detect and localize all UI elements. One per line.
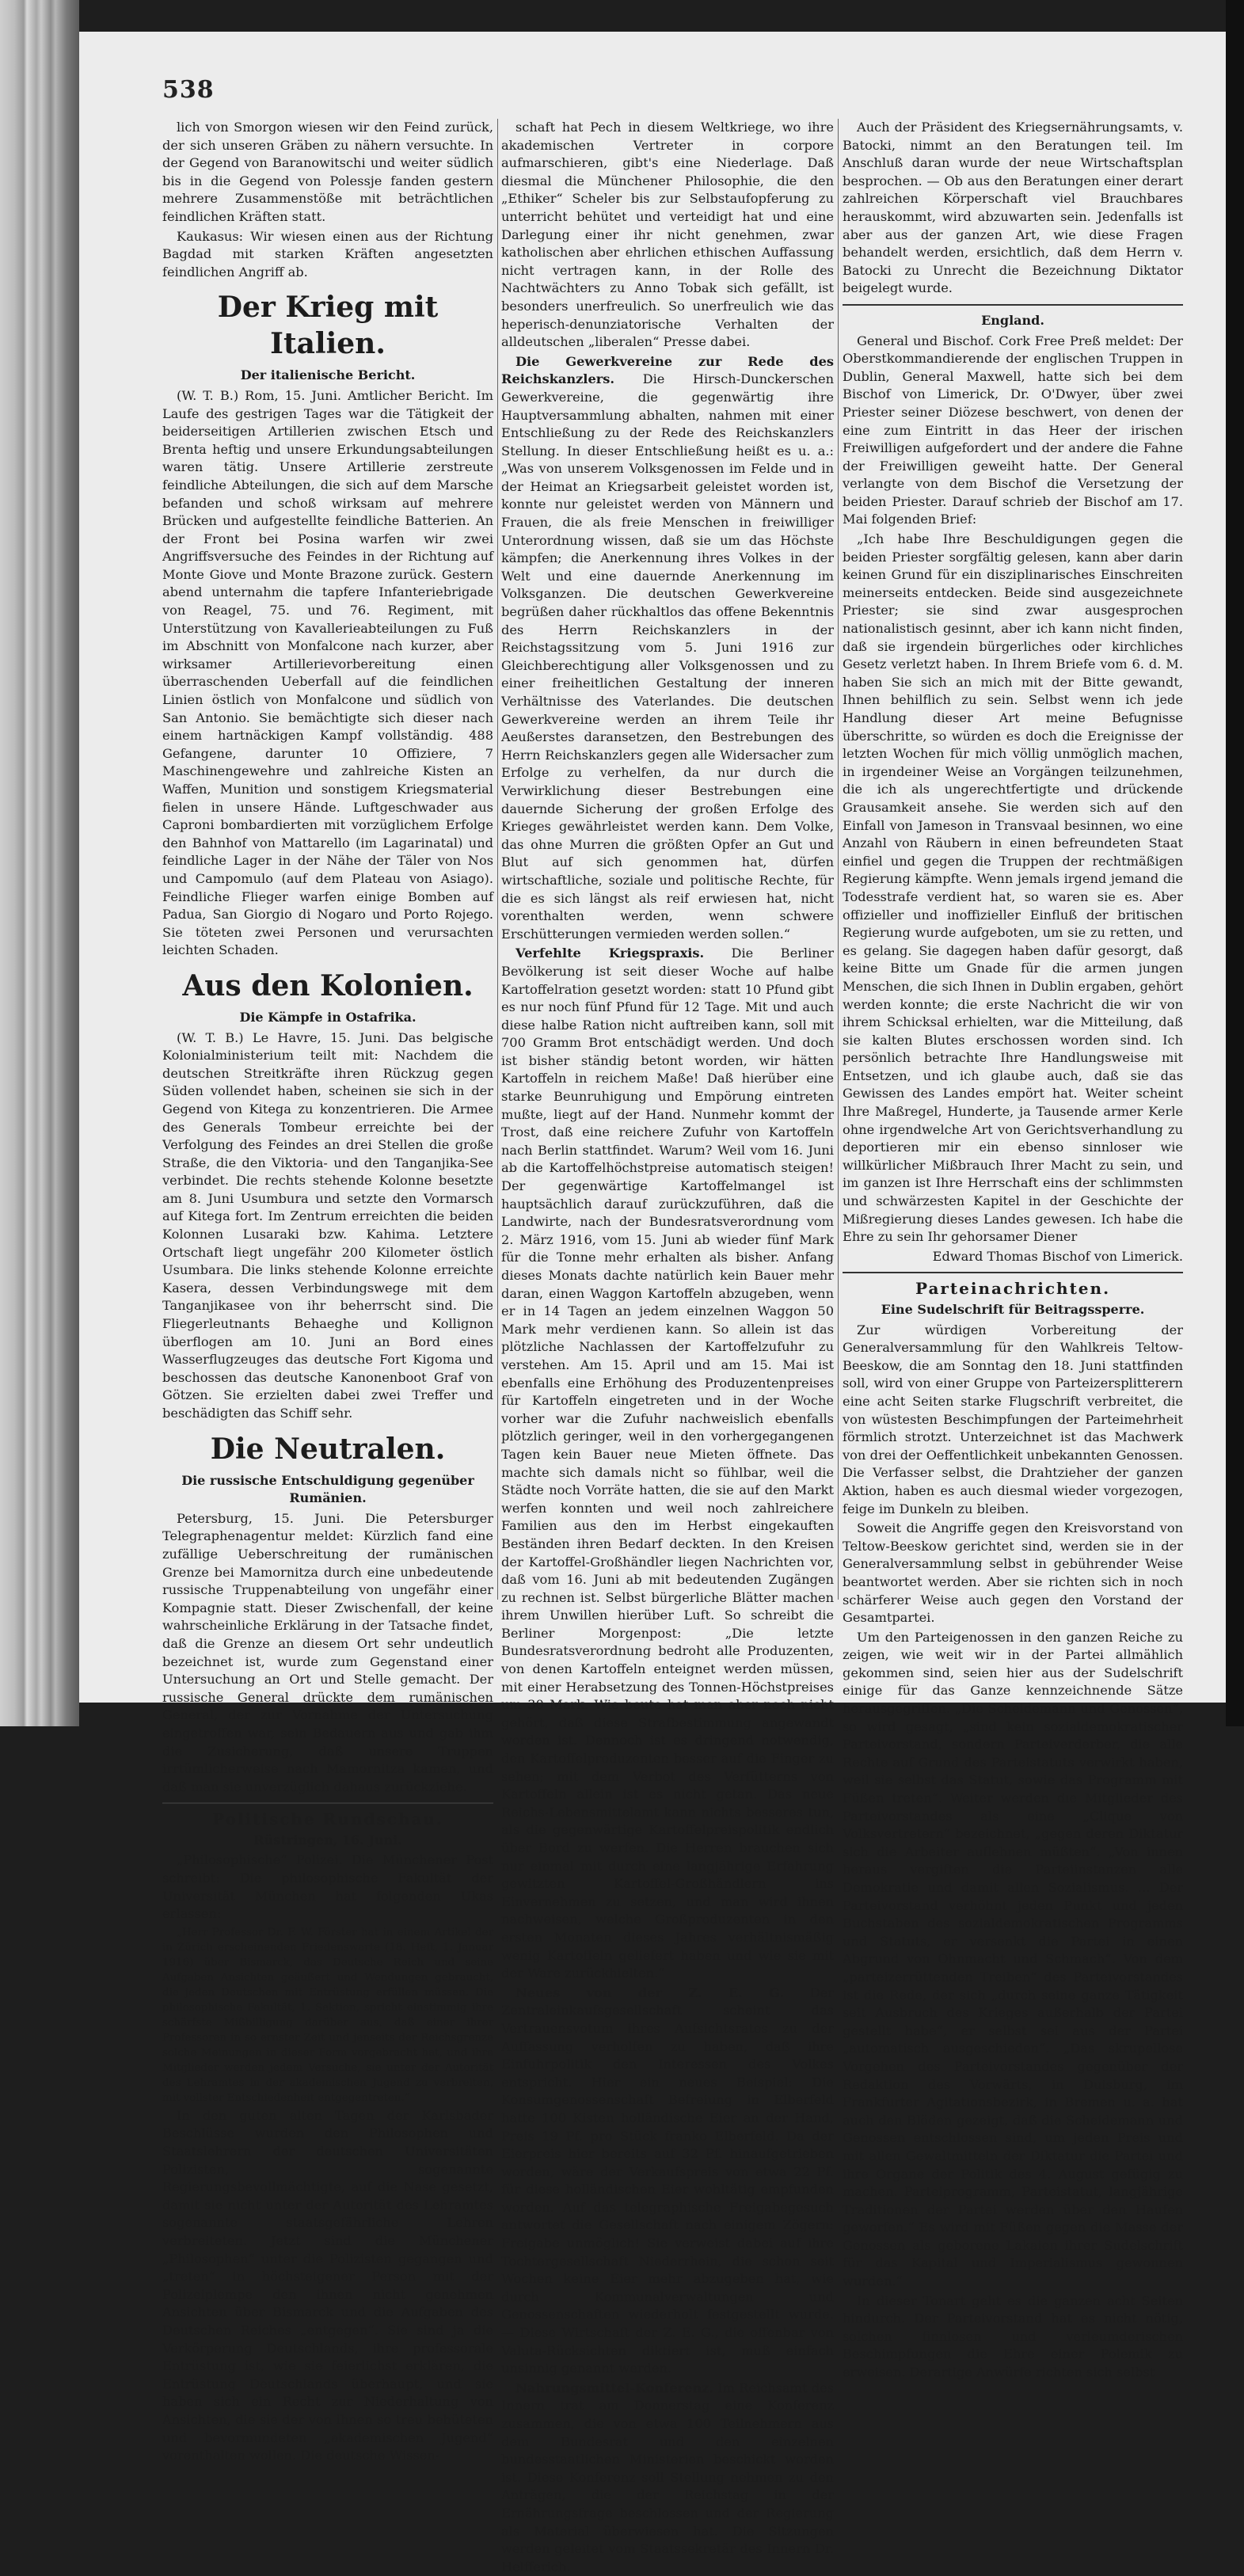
article-subheading: Der italienische Bericht. (240, 367, 416, 383)
article-text: In dieser Tonart geht es die ganzen acht Seiten hindurch. Der Parteivorstand hat es nicht nötig, solchen finnlosen und verleumderischen Beschimpfungen die Ehre einer Polemik zu erweisen. Derartige Anwürfe richten sich selbst (843, 2293, 1183, 2380)
article-text: Zur würdigen Vorbereitung der Generalversammlung für den Wahlkreis Teltow-Beeskow, die am Sonntag den 18. Juni stattfinden soll, wird von einer Gruppe von Parteizersplitterern eine acht Seiten starke Flugschrift verbreitet, die von wüstesten Beschimpfungen der Parteimehrheit förmlich strotzt. Unterzeichnet ist das Machwerk von drei der Oeffentlichkeit unbekannten Genossen. Die Verfasser selbst, die Drahtzieher der ganzen Aktion, haben es auch diesmal wieder vorgezogen, feige im Dunkeln zu bleiben. (843, 1322, 1183, 1516)
scan-border (1226, 0, 1244, 1726)
section-heading: Politische Rundschau. (212, 1809, 443, 1829)
article-lead: Nahrungsmittel-Konferenz. (515, 2380, 713, 2395)
book-binding (0, 0, 79, 1726)
article-text: (W. T. B.) Rom, 15. Juni. Amtlicher Bericht. Im Laufe des gestrigen Tages war die Tätigkeit der beiderseitigen Artillerien zwischen Etsch und Brenta heftig und unsere Erkundungsabteilungen waren tätig. Unsere Artillerie zerstreute feindliche Abteilungen, die sich auf dem Marsche befanden und schoß wirksam auf mehrere Brücken und aufgestellte feindliche Batterien. An der Front bei Posina warfen wir zwei Angriffsversuche des Feindes in der Richtung auf Monte Giove und Monte Brazone zurück. Gestern abend unternahm die tapfere Infanteriebrigade von Reagel, 75. und 76. Regiment, mit Unterstützung von Kavallerieabteilungen zu Fuß im Abschnitt von Monfalcone nach kurzer, aber wirksamer Artillerievorbereitung einen überraschenden Ueberfall auf die feindlichen Linien östlich von Monfalcone und südlich von San Antonio. Sie bemächtigte sich dieser nach einem hartnäckigen Kampf vollständig. 488 Gefangene, darunter 10 Offiziere, 7 Maschinengewehre und zahlreiche Kisten an Waffen, Munition und sonstigem Kriegsmaterial fielen in unsere Hände. Luftgeschwader aus Caproni bombardierten mit vorzüglichem Erfolge den Bahnhof von Mattarello (im Lagarinatal) und feindliche Lager in der Nähe der Täler von Nos und Campomulo (auf dem Plateau von Asiago). Feindliche Flieger warfen einige Bomben auf Padua, San Giorgio di Nogaro und Porto Rojego. Sie töteten zwei Personen und verursachten leichten Schaden. (162, 387, 493, 958)
page-number: 538 (162, 76, 215, 104)
article-text: Die Hirsch-Dunckerschen Gewerkvereine, die gegenwärtig ihre Hauptversammlung abhalten, nahmen mit einer Entschließung zu der Rede des Reichskanzlers Stellung. In dieser Entschließung heißt es u. a.: „Was von unserem Volksgenossen im Felde und in der Heimat an Kriegsarbeit geleistet worden ist, konnte nur geleistet werden von Männern und Frauen, die als freie Menschen in freiwilliger Unterordnung wissen, daß sie um das Höchste kämpfen; die Anerkennung ihres Volkes in der Welt und eine dauernde Anerkennung im Volksganzen. Die deutschen Gewerkvereine begrüßen daher rückhaltlos das offene Bekenntnis des Herrn Reichskanzlers in der Reichstagssitzung vom 5. Juni 1916 zur Gleichberechtigung aller Volksgenossen und zu einer freiheitlichen Gestaltung der inneren Verhältnisse des Vaterlandes. Die deutschen Gewerkvereine werden an ihrem Teile ihr Aeußerstes daransetzen, den Bestrebungen des Herrn Reichskanzlers gegen alle Widersacher zum Erfolge zu verhelfen, da nur durch die Verwirklichung dieser Bestrebungen eine dauernde Sicherung der großen Erfolge des Krieges gewährleistet werden kann. Dem Volke, das ohne Murren die größten Opfer an Gut und Blut auf sich genommen hat, dürfen wirtschaftliche, soziale und politische Rechte, für die es sich längst als reif erwiesen hat, nicht vorenthalten werden, wenn schwere Erschütterungen vermieden werden sollen.“ (501, 371, 834, 942)
section-rule (162, 1802, 493, 1804)
section-heading: Parteinachrichten. (915, 1279, 1111, 1299)
article-text: schaft hat Pech in diesem Weltkriege, wo ihre akademischen Vertreter in corpore aufmarschieren, gibt's eine Niederlage. Daß diesmal die Münchener Philosophie, die den „Ethiker“ Scheler bis zur Selbstaufopferung zu unterricht behütet und verteidigt hat und eine Darlegung einer ihr nicht genehmen, zwar katholischen aber ehrlichen ethischen Auffassung nicht vertragen kann, in der Rolle des Nachtwächters zu Anno Tobak sich gefällt, ist besonders unerfreulich. So unerfreulich wie das heperisch-denunziatorische Verhalten der alldeutschen „liberalen“ Presse dabei. (501, 120, 834, 350)
article-text: Soweit die Angriffe gegen den Kreisvorstand von Teltow-Beeskow gerichtet sind, werden sie in der Generalversammlung selbst in gebührender Weise beantwortet werden. Aber sie richten sich in noch schärferer Weise auch gegen den Vorstand der Gesamtpartei. (843, 1520, 1183, 1626)
section-heading: Aus den Kolonien. (182, 968, 474, 1003)
dateline: Rüstringen, 16. Juni. (253, 1832, 402, 1847)
article-subheading: Eine Sudelschrift für Beitragssperre. (881, 1302, 1145, 1317)
article-text: (W. T. B.) Le Havre, 15. Juni. Das belgische Kolonialministerium teilt mit: Nachdem die deutschen Streitkräfte ihren Rückzug gegen Süden vollendet haben, scheinen sie sich in der Gegend von Kitega zu konzentrieren. Die Armee des Generals Tombeur erreichte bei der Verfolgung des Feindes an drei Stellen die große Straße, die den Viktoria- und den Tanganjika-See verbindet. Die rechts stehende Kolonne besetzte am 8. Juni Usumbura und setzte den Vormarsch auf Kitega fort. Im Zentrum erreichten die beiden Kolonnen Lusaraki bzw. Kahima. Letztere Ortschaft liegt ungefähr 200 Kilometer östlich Usumbara. Die links stehende Kolonne erreichte Kasera, dessen Verbindungswege mit dem Tanganjikasee von ihr beherrscht sind. Die Fliegerleutnants Behaeghe und Kollignon überflogen am 10. Juni an Bord eines Wasserflugzeuges das deutsche Fort Kigoma und beschossen das deutsche Kanonenboot Graf von Götzen. Sie erzielten dabei zwei Treffer und beschädigten das Schiff sehr. (162, 1029, 493, 1421)
column-rule (497, 119, 498, 1600)
quoted-text: „Ich habe Ihre Beschuldigungen gegen die beiden Priester sorgfältig gelesen, kann aber darin keinen Grund für ein disziplinarisches Einschreiten meinerseits entdecken. Beide sind ausgezeichnete Priester; sie sind zwar ausgesprochen nationalistisch gesinnt, aber ich kann nicht finden, daß sie irgendein bürgerliches oder kirchliches Gesetz verletzt haben. In Ihrem Briefe vom 6. d. M. haben Sie sich an mich mit der Bitte gewandt, Ihnen behilflich zu sein. Selbst wenn ich jede Handlung dieser Art meine Befugnisse überschritte, so würden es doch die Ereignisse der letzten Wochen für mich völlig unmöglich machen, in irgendeiner Weise an Vorgängen teilzunehmen, die ich als ungerechtfertigte und drückende Grausamkeit ansehe. Sie werden sich auf den Einfall von Jameson in Transvaal besinnen, wo eine Anzahl von Räubern in einen befreundeten Staat einfiel und gegen die Truppen der rechtmäßigen Regierung kämpfte. Wenn jemals irgend jemand die Todesstrafe verdient hat, so waren sie es. Aber offizieller und inoffizieller Einfluß der britischen Regierung wurde aufgeboten, um sie zu retten, und es gelang. Sie dagegen haben dafür gesorgt, daß keine Bitte um Gnade für die armen jungen Menschen, die sich Ihnen in Dublin ergaben, gehört werden konnte; die erste Nachricht die wir von ihrem Schicksal erhielten, war die Mitteilung, daß sie kalten Blutes erschossen worden sind. Ich persönlich betrachte Ihre Handlungsweise mit Entsetzen, und ich glaube auch, daß sie das Gewissen des Landes empört hat. Weiter scheint Ihre Maßregel, Hunderte, ja Tausende armer Kerle ohne irgendwelche Art von Gerichtsverhandlung zu deportieren mir ein ebenso sinnloser wie willkürlicher Mißbrauch Ihrer Macht zu sein, und im ganzen ist Ihre Herrschaft eins der schlimmsten und schwärzesten Kapitel in der Geschichte der Mißregierung dieses Landes gewesen. Ich habe die Ehre zu sein Ihr gehorsamer Diener (843, 531, 1183, 1245)
article-text: „Philosophische“ Polizei. Die Münchener Post schreibt: Die philosophische Fakultät der Universität München hat folgenden Ukas erlassen: (162, 1852, 493, 1922)
letter-signature: Edward Thomas Bischof von Limerick. (932, 1248, 1183, 1264)
article-lead: Neues von der Z. E. G. (515, 1984, 784, 2000)
section-heading: Der Krieg mit Italien. (217, 291, 439, 361)
article-subheading: England. (981, 312, 1044, 328)
article-text: General und Bischof. Cork Free Preß meldet: Der Oberstkommandierende der englischen Truppen in Dublin, General Maxwell, hatte sich bei dem Bischof von Limerick, Dr. O'Dwyer, über zwei Priester seiner Diözese beschwert, von denen der eine zum Eintritt in das Heer der irischen Freiwilligen aufgefordert und der andere die Fahne der Freiwilligen geweiht hatte. Der General verlangte von dem Bischof die Versetzung der beiden Priester. Darauf schrieb der Bischof am 17. Mai folgenden Brief: (843, 333, 1183, 527)
section-heading: Die Neutralen. (210, 1432, 446, 1466)
article-text: Kaukasus: Wir wiesen einen aus der Richtung Bagdad mit starken Kräften angesetzten feindlichen Angriff ab. (162, 228, 493, 280)
article-text: In den guten alten Tagen der Karlsbader Beschlüsse wurden den Philosophen und Staatslehrern der deutschen Universitäten Polizisten, sogenannte Regierungsbevollmächtigte, auf die Nase gesetzt, damit sie nicht unter der Autorität des Lehramtes sogenannte staatsgefährliche Lehren verbreiteten. Jetzt sind die Münchener „Philosophen“ unter die Polizisten gegangen und „treten“ in höchsteigener Person mit der Polizeiplempe den ihnen nicht genehmen Ansichten über Bismarck und die Aufgaben des Deutschen Reiches „entgegen“. Sie sind ja die Verkörperung Deutschlands, ihre professorale Entrüstung ist, wie sie feierlichst erklären, die Entrüstung Deutschlands überhaupt, und sie haben sich ein Recht zur Niederhaltung von Ansichten, die sie der von ihnen so treu behüteten und bevormundeten „akademischen Jugend“ vorenthalten wollen. Die deutsche Wissen- (162, 2107, 493, 2464)
column-2 (501, 119, 834, 2574)
column-1 (162, 119, 493, 2464)
article-lead: Die Gewerkvereine zur Rede des Reichskanzlers. (501, 353, 834, 387)
section-rule (843, 1272, 1183, 1273)
article-subheading: Die Kämpfe in Ostafrika. (239, 1009, 417, 1025)
quoted-text: „Herr Professor Dr. F. W. Förster hat in einem Artikel der in Zürich erscheinenden Friedenswarte (18. Heft, 1. Januar 1916) über Bismarck, das Deutsche Reich und seine Aufgaben Ansichten geäußert und Wendungen gebraucht, die jeden Deutschen mit Entrüstung erfüllen müssen. Die philosophische Fakultät, 1. Sektion, spricht einstimmig ihre schärfste Mißbilligung darüber aus, daß einer ihrer Professoren in so ernster Zeit und jenseits der Reichsgrenze solche Meinungen in dieser Form vorgebracht hat, und ihre Mitglieder werden jedem Versuche, sie unter der Autorität des Lehramtes in der akademischen Jugend zu verbreiten, mit vollster Entschiedenheit entgegentreten.“ (162, 1926, 493, 2104)
article-text: Um den Parteigenossen in den ganzen Reiche zu zeigen, wie weit wir in der Partei allmählich gekommen sind, seien hier aus der Sudelschrift einige für das Ganze kennzeichnende Sätze herausgegriffen. „Die Scheidemann und Genossen“, so wird gesagt, „sind kein sozialdemokratischer Parteivorstand, sondern Parteiverderber, die alle Rechte auf Grund des Parteistatuts verwirkt haben, weil sie selbst das Statut, sowie das Programm mit Füßen treten“. Weiter werden die Mitglieder des Parteivorstandes als eine „Clique von Volksvertretern“ bezeichnet, „gegen deren Diktatur sich die Arbeiter auflehnen müßten“. „Von innen heraus vergiften die Parteiinstanzen alle Demokratie und damit allen Sozialismus. ... Der Parteivorstand verhöhnt jeden Punkt und jeden Buchstaben des sozialdemokratischen Programms und Statuts, er versenkt die Partei in einen Abgrund von Ohnmacht und Schmach“. Von dem „parteizerrüttenden Treiben“ des Parteivorstandes ist die Rede, der sich „durch seine ganze Tätigkeit seit Ausbruch des Krieges außerhalb der Partei gestellt habe“, er selbst sei aus der Partei „automatisch ausgeschieden“. „Das skrupellose Vorgehen des Parteivorstandes gegenüber der Redaktion des Vorwärts, in Duisburg, im Frankfurter Agitationsbezirk, in Bremen u. a. hat auch den Blöden gezeigt, daß die Scheidemann und Genossen entschlossen sind, um jeden Preis und mit allen Gewaltmitteln der Diktatur die Partei und ihre Organe der Politik des 4. August gefügig zu machen. Parteiprogramm, Parteistatut, langjährige Traditionen der Partei werden über den Haufen geworfen.“ Es wird mit Füßen gegen die Masse der Genossen als geborene Lakaien ihrer Sudelschrift für das Kapital und Imperialismus gewonnen wurden.“ (843, 1629, 1183, 2289)
article-text: lich von Smorgon wiesen wir den Feind zurück, der sich unseren Gräben zu nähern versuchte. In der Gegend von Baranowitschi und weiter südlich bis in die Gegend von Polessje fanden gestern mehrere Zusammenstöße mit beträchtlichen feindlichen Kräften statt. (162, 120, 493, 224)
section-rule (843, 304, 1183, 306)
article-text: Der Zentraleinkaufsgesellschaft scheint das Vertrauensvotum ihres Aufsichtsrates zu der Auffassung verholfen zu haben, daß ihre Einfuhrpolitik den Interessen des Volkes entspricht. Hier ein neues Beispiel: Die Konsumgenossenschaft Befreiung in Elberfeld hatte 100 Kisten holländische Eier an der Hand, Preis 19 Pf. pro Stück franko Elberfeld. Da der Eierpreis hier bereits auf 32 Pf. hinaufgetrieben worden, wäre der Verkaufspreis von etwa 22 Pf. für diese holländischen Eier wohltätig empfunden worden. Auf das telegraphische Freigabegesuch antwortet die Gesellschaft nach einigem Zögern: Freigabe unmöglich! Sie verweist dabei auf ihre Tochtergesellschaft Niederrhein, die schon seit Wochen keine Eier mehr abzugeben hat, wie durch Kommunalverwaltungen und Genossenschaften wiederholt festgestellt wurde. — Diese Wirtschaft der Z. E. G., die offenbar von Valuta-Rücksichten diktiert ist, muß einfach unsinnig genannt werden. (501, 1984, 834, 2376)
column-rule (838, 119, 839, 1600)
article-text: Die Berliner Bevölkerung ist seit dieser Woche auf halbe Kartoffelration gesetzt worden: statt 10 Pfund gibt es nur noch fünf Pfund für 12 Tage. Mit und auch diese halbe Ration nicht auftreiben kann, soll mit 700 Gramm Brot entschädigt werden. Und doch ist bisher ständig betont worden, wir hätten Kartoffeln in reichem Maße! Daß hierüber eine starke Beunruhigung und Empörung eintreten mußte, liegt auf der Hand. Nunmehr kommt der Trost, daß eine reichere Zufuhr von Kartoffeln nach Berlin stattfindet. Warum? Weil vom 16. Juni ab die Kartoffelhöchstpreise automatisch steigen! Der gegenwärtige Kartoffelmangel ist hauptsächlich darauf zurückzuführen, daß die Landwirte, nach der Bundesratsverordnung vom 2. März 1916, vom 15. Juni ab wieder fünf Mark für die Tonne mehr erhalten als bisher. Anfang dieses Monats dachte natürlich kein Bauer mehr daran, einen Waggon Kartoffeln abzugeben, wenn er in 14 Tagen an jedem einzelnen Waggon 50 Mark mehr verdienen kann. So allein ist das plötzliche Nachlassen der Kartoffelzufuhr zu verstehen. Am 15. April und am 15. Mai ist ebenfalls eine Erhöhung des Produzentenpreises für Kartoffeln eingetreten und in der Woche vorher war die Zufuhr nachweislich ebenfalls plötzlich geringer, weil in den vorhergegangenen Tagen kein Bauer neue Mieten öffnete. Das machte sich damals nicht so fühlbar, weil die Städte noch Vorräte hatten, die sie auf den Markt werfen konnten und weil noch zahlreichere Familien aus den im Herbst eingekauften Beständen ihren Bedarf deckten. In den Kreisen der Kartoffel-Großhändler liegen Nachrichten vor, daß vom 16. Juni ab mit bedeutenden Zugängen zu rechnen ist. Selbst bürgerliche Blätter machen ihrem Unwillen hierüber Luft. So schreibt die Berliner Morgenpost: „Die letzte Bundesratsverordnung bedroht alle Produzenten, von denen Kartoffeln enteignet werden müssen, mit einer Herabsetzung des Tonnen-Höchstpreises um 30 Mark. Wie beute hat man aber noch nicht gehört, daß diese Strafbestimmung angewandt worden ist. Dennoch ist es dringend notwendig, den Kartoffelproduzenten besser auf die Finger zu sehen; mit dem Verbot des Verfütterns von Kartoffeln allein ist es nicht getan. Das neue Reichs-Lebensmittelamt kann nichts besseres tun, als die gegenwärtige Kartoffelpreispolitik endlich über Bord zu werfen. Die Herren brauchen sich nur einmal mit durch eine langjährige Erfahrung gewitzten Kartoffel-Großhändlern ins Einvernehmen zu setzen, und man wird ihnen nachweisen, welche Großproduzenten in den ersten Monaten dieses Jahres verhältnismäßig wenig Kartoffeln geliefert haben und wie sie mit der Ware zurückhielten.“ (501, 946, 834, 1981)
article-text: Auch der Präsident des Kriegsernährungsamts, v. Batocki, nimmt an den Beratungen teil. Im Anschluß daran wurde der neue Wirtschaftsplan besprochen. — Ob aus den Beratungen einer derart zahlreichen Körperschaft viel Brauchbares herauskommt, wird abzuwarten sein. Jedenfalls ist aber aus der ganzen Art, wie diese Fragen behandelt werden, ersichtlich, daß dem Herrn v. Batocki zu Unrecht die Bezeichnung Diktator beigelegt wurde. (843, 120, 1183, 296)
article-text: Im Reichsamt des Innern trat am Donnerstag eine Konferenz zusammen, die von etwa 100 Teilnehmern aus dem Bundesrat und den einzelnen bundesstaatlichen Ministerien beschickt worden ist. Diese Konferenz soll Stellung nehmen zu den Anträgen, die der Reichstag in der Ernährungsfrage beschlossen und der Regierung als Material überwiesen hat. Die Sitzungen werden geleitet vom Staatssekretär des Innern Dr. Helfferich. (501, 2380, 834, 2574)
article-text: Petersburg, 15. Juni. Die Petersburger Telegraphenagentur meldet: Kürzlich fand eine zufällige Ueberschreitung der rumänischen Grenze bei Mamornitza durch eine unbedeutende russische Truppenabteilung von ungefähr einer Kompagnie statt. Dieser Zwischenfall, der keine wahrscheinliche Erklärung in der Tatsache findet, daß die Grenze an diesem Ort sehr undeutlich bezeichnet ist, wurde zum Gegenstand einer Untersuchung an Ort und Stelle gemacht. Der russische General drückte dem rumänischen General, der zur Vornahme der Untersuchung eingetroffen war, sein Bedauern aus und gab ihm die Zusicherung, daß unsere Truppen irrtümlicherweise nach Mamornitza kamen, und daß man sie unverzüglich dahaus zurückziehe. (162, 1510, 493, 1794)
article-subheading: Die russische Entschuldigung gegenüber Rumänien. (181, 1472, 474, 1506)
column-3 (843, 119, 1183, 2380)
article-lead: Verfehlte Kriegspraxis. (515, 946, 705, 961)
